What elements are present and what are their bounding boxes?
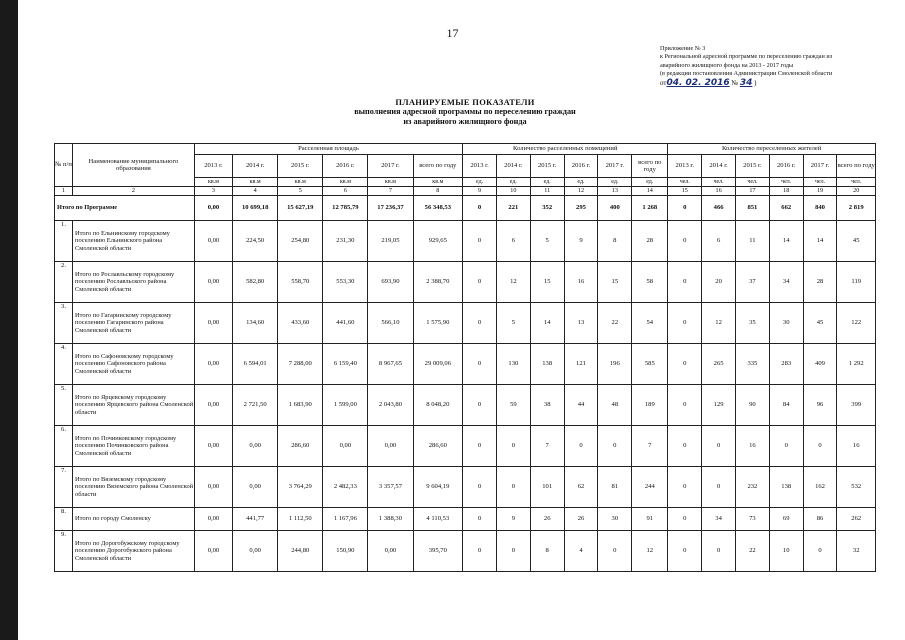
row-value-cell: 0,00 bbox=[194, 221, 232, 262]
row-number: 8. bbox=[55, 508, 73, 531]
row-value-cell: 2 721,50 bbox=[233, 385, 278, 426]
column-number-cell: 2 bbox=[73, 187, 195, 196]
table-row bbox=[55, 467, 876, 508]
row-value-cell: 10 bbox=[769, 531, 803, 572]
handwritten-number: 34 bbox=[739, 77, 753, 88]
column-number-cell: 17 bbox=[736, 187, 770, 196]
header-year-cell: всего по году bbox=[837, 155, 876, 178]
header-year-cell: 2015 г. bbox=[278, 155, 323, 178]
row-value-cell: 48 bbox=[598, 385, 632, 426]
header-year-cell: 2016 г. bbox=[769, 155, 803, 178]
row-value-cell: 34 bbox=[702, 508, 736, 531]
appendix-note bbox=[660, 45, 900, 87]
scan-edge bbox=[0, 0, 18, 640]
column-number-cell: 20 bbox=[837, 187, 876, 196]
row-value-cell: 244 bbox=[632, 467, 668, 508]
row-number: 1. bbox=[55, 221, 73, 262]
title-line2: выполнения адресной программы по переселению граждан bbox=[354, 107, 576, 116]
table-row bbox=[55, 531, 876, 572]
header-year-cell: 2015 г. bbox=[530, 155, 564, 178]
header-year-cell: 2013 г. bbox=[194, 155, 232, 178]
row-value-cell: 1 167,96 bbox=[323, 508, 368, 531]
header-unit-cell: чел. bbox=[702, 178, 736, 187]
title-line1: ПЛАНИРУЕМЫЕ ПОКАЗАТЕЛИ bbox=[395, 97, 535, 107]
row-value-cell: 0,00 bbox=[194, 467, 232, 508]
document-title bbox=[230, 97, 700, 127]
header-year-cell: 2013 г. bbox=[463, 155, 497, 178]
row-value-cell: 69 bbox=[769, 508, 803, 531]
row-value-cell: 5 bbox=[496, 303, 530, 344]
row-value-cell: 138 bbox=[769, 467, 803, 508]
row-value-cell: 9 bbox=[496, 508, 530, 531]
header-unit-cell: ед. bbox=[564, 178, 598, 187]
indicators-table bbox=[54, 143, 876, 572]
row-value-cell: 0,00 bbox=[233, 467, 278, 508]
column-number-cell: 18 bbox=[769, 187, 803, 196]
row-value-cell: 22 bbox=[598, 303, 632, 344]
row-value-cell: 35 bbox=[736, 303, 770, 344]
header-unit-cell: чел. bbox=[668, 178, 702, 187]
column-number-cell: 11 bbox=[530, 187, 564, 196]
row-municipality-name: Итого по Дорогобужскому городскому поселению Дорогобужского района Смоленской области bbox=[73, 531, 195, 572]
row-number: 9. bbox=[55, 531, 73, 572]
row-value-cell: 0 bbox=[496, 426, 530, 467]
row-value-cell: 28 bbox=[803, 262, 837, 303]
row-value-cell: 0 bbox=[463, 531, 497, 572]
appendix-date-line bbox=[660, 79, 900, 87]
row-value-cell: 0 bbox=[803, 531, 837, 572]
header-year-cell: 2017 г. bbox=[803, 155, 837, 178]
total-row bbox=[55, 196, 876, 221]
row-value-cell: 231,30 bbox=[323, 221, 368, 262]
row-value-cell: 134,60 bbox=[233, 303, 278, 344]
header-no: № п/п bbox=[55, 144, 73, 187]
row-value-cell: 150,90 bbox=[323, 531, 368, 572]
header-unit-cell: ед. bbox=[632, 178, 668, 187]
total-value-cell: 221 bbox=[496, 196, 530, 221]
row-value-cell: 4 bbox=[564, 531, 598, 572]
date-close: ) bbox=[754, 78, 757, 87]
row-value-cell: 26 bbox=[564, 508, 598, 531]
row-value-cell: 1 599,00 bbox=[323, 385, 368, 426]
row-value-cell: 15 bbox=[598, 262, 632, 303]
row-value-cell: 90 bbox=[736, 385, 770, 426]
row-value-cell: 13 bbox=[564, 303, 598, 344]
row-value-cell: 0,00 bbox=[194, 344, 232, 385]
header-unit-cell: кв.м bbox=[278, 178, 323, 187]
row-value-cell: 34 bbox=[769, 262, 803, 303]
row-municipality-name: Итого по Ярцевскому городскому поселению Ярцевского района Смоленской области bbox=[73, 385, 195, 426]
header-unit-cell: кв.м bbox=[233, 178, 278, 187]
row-value-cell: 196 bbox=[598, 344, 632, 385]
row-value-cell: 37 bbox=[736, 262, 770, 303]
row-value-cell: 3 764,29 bbox=[278, 467, 323, 508]
row-value-cell: 0 bbox=[463, 303, 497, 344]
row-value-cell: 5 bbox=[530, 221, 564, 262]
row-value-cell: 59 bbox=[496, 385, 530, 426]
row-number: 7. bbox=[55, 467, 73, 508]
header-unit-cell: ед. bbox=[463, 178, 497, 187]
row-value-cell: 0 bbox=[463, 221, 497, 262]
row-value-cell: 585 bbox=[632, 344, 668, 385]
row-municipality-name: Итого по городу Смоленску bbox=[73, 508, 195, 531]
row-value-cell: 130 bbox=[496, 344, 530, 385]
appendix-line2: к Региональной адресной программе по переселению граждан из bbox=[660, 53, 833, 61]
row-value-cell: 1 292 bbox=[837, 344, 876, 385]
row-value-cell: 283 bbox=[769, 344, 803, 385]
row-value-cell: 0,00 bbox=[323, 426, 368, 467]
column-number-cell: 16 bbox=[702, 187, 736, 196]
row-value-cell: 119 bbox=[837, 262, 876, 303]
row-value-cell: 441,60 bbox=[323, 303, 368, 344]
row-value-cell: 6 159,40 bbox=[323, 344, 368, 385]
total-value-cell: 295 bbox=[564, 196, 598, 221]
row-value-cell: 0 bbox=[496, 531, 530, 572]
row-value-cell: 0 bbox=[496, 467, 530, 508]
row-value-cell: 0 bbox=[668, 508, 702, 531]
row-municipality-name: Итого по Вяземскому городскому поселению Вяземского района Смоленской области bbox=[73, 467, 195, 508]
row-value-cell: 929,65 bbox=[413, 221, 463, 262]
row-value-cell: 582,80 bbox=[233, 262, 278, 303]
row-value-cell: 0 bbox=[463, 467, 497, 508]
total-value-cell: 0 bbox=[668, 196, 702, 221]
total-value-cell: 10 699,18 bbox=[233, 196, 278, 221]
header-year-cell: 2014 г. bbox=[496, 155, 530, 178]
row-value-cell: 14 bbox=[530, 303, 564, 344]
header-year-cell: 2014 г. bbox=[233, 155, 278, 178]
column-number-cell: 1 bbox=[55, 187, 73, 196]
row-value-cell: 693,90 bbox=[368, 262, 413, 303]
row-value-cell: 62 bbox=[564, 467, 598, 508]
row-value-cell: 4 110,53 bbox=[413, 508, 463, 531]
row-value-cell: 0 bbox=[668, 426, 702, 467]
row-value-cell: 96 bbox=[803, 385, 837, 426]
page-number: 17 bbox=[446, 26, 459, 40]
row-value-cell: 12 bbox=[702, 303, 736, 344]
row-value-cell: 54 bbox=[632, 303, 668, 344]
handwritten-date: 04. 02. 2016 bbox=[666, 77, 730, 88]
row-value-cell: 6 bbox=[702, 221, 736, 262]
row-value-cell: 0,00 bbox=[194, 303, 232, 344]
total-value-cell: 1 268 bbox=[632, 196, 668, 221]
header-unit-cell: кв.м bbox=[368, 178, 413, 187]
table-row bbox=[55, 426, 876, 467]
row-value-cell: 7 bbox=[530, 426, 564, 467]
row-value-cell: 86 bbox=[803, 508, 837, 531]
table-row bbox=[55, 262, 876, 303]
row-value-cell: 12 bbox=[496, 262, 530, 303]
row-value-cell: 8 967,65 bbox=[368, 344, 413, 385]
total-value-cell: 840 bbox=[803, 196, 837, 221]
row-value-cell: 0,00 bbox=[368, 531, 413, 572]
row-value-cell: 0,00 bbox=[368, 426, 413, 467]
row-value-cell: 30 bbox=[769, 303, 803, 344]
row-value-cell: 101 bbox=[530, 467, 564, 508]
row-value-cell: 0,00 bbox=[194, 426, 232, 467]
header-unit-cell: чел. bbox=[736, 178, 770, 187]
header-year-cell: 2016 г. bbox=[564, 155, 598, 178]
row-value-cell: 1 112,50 bbox=[278, 508, 323, 531]
row-municipality-name: Итого по Ельнинскому городскому поселению Ельнинского района Смоленской области bbox=[73, 221, 195, 262]
row-value-cell: 0 bbox=[668, 344, 702, 385]
header-unit-cell: чел. bbox=[769, 178, 803, 187]
row-number: 2. bbox=[55, 262, 73, 303]
row-value-cell: 7 288,00 bbox=[278, 344, 323, 385]
row-value-cell: 0 bbox=[769, 426, 803, 467]
total-value-cell: 56 348,53 bbox=[413, 196, 463, 221]
row-municipality-name: Итого по Гагаринскому городскому поселению Гагаринского района Смоленской области bbox=[73, 303, 195, 344]
row-value-cell: 9 bbox=[564, 221, 598, 262]
row-value-cell: 0,00 bbox=[194, 508, 232, 531]
row-value-cell: 129 bbox=[702, 385, 736, 426]
row-value-cell: 0 bbox=[668, 262, 702, 303]
row-value-cell: 254,80 bbox=[278, 221, 323, 262]
row-value-cell: 558,70 bbox=[278, 262, 323, 303]
row-value-cell: 395,70 bbox=[413, 531, 463, 572]
row-value-cell: 1 388,30 bbox=[368, 508, 413, 531]
header-unit-cell: кв.м bbox=[323, 178, 368, 187]
row-value-cell: 0 bbox=[463, 508, 497, 531]
total-value-cell: 2 819 bbox=[837, 196, 876, 221]
header-row-groups bbox=[55, 144, 876, 155]
row-value-cell: 3 357,57 bbox=[368, 467, 413, 508]
appendix-line3: аварийного жилищного фонда на 2013 - 2017 годы bbox=[660, 61, 794, 69]
row-value-cell: 335 bbox=[736, 344, 770, 385]
header-year-cell: всего по году bbox=[413, 155, 463, 178]
row-value-cell: 8 bbox=[598, 221, 632, 262]
total-value-cell: 400 bbox=[598, 196, 632, 221]
row-value-cell: 121 bbox=[564, 344, 598, 385]
header-year-cell: 2013 г. bbox=[668, 155, 702, 178]
row-value-cell: 12 bbox=[632, 531, 668, 572]
row-value-cell: 14 bbox=[769, 221, 803, 262]
row-value-cell: 189 bbox=[632, 385, 668, 426]
row-value-cell: 0,00 bbox=[194, 385, 232, 426]
column-number-cell: 4 bbox=[233, 187, 278, 196]
row-value-cell: 0 bbox=[463, 262, 497, 303]
table-row bbox=[55, 344, 876, 385]
total-value-cell: 0 bbox=[463, 196, 497, 221]
row-number: 6. bbox=[55, 426, 73, 467]
row-value-cell: 0 bbox=[668, 303, 702, 344]
header-group-rooms: Количество расселенных помещений bbox=[463, 144, 668, 155]
row-value-cell: 0,00 bbox=[233, 531, 278, 572]
column-number-cell: 6 bbox=[323, 187, 368, 196]
total-value-cell: 12 785,79 bbox=[323, 196, 368, 221]
row-value-cell: 28 bbox=[632, 221, 668, 262]
row-value-cell: 433,60 bbox=[278, 303, 323, 344]
header-year-cell: 2017 г. bbox=[368, 155, 413, 178]
row-value-cell: 6 bbox=[496, 221, 530, 262]
total-value-cell: 851 bbox=[736, 196, 770, 221]
row-value-cell: 16 bbox=[564, 262, 598, 303]
row-value-cell: 244,80 bbox=[278, 531, 323, 572]
header-unit-cell: ед. bbox=[496, 178, 530, 187]
row-value-cell: 2 388,70 bbox=[413, 262, 463, 303]
row-value-cell: 0,00 bbox=[194, 262, 232, 303]
row-number: 5. bbox=[55, 385, 73, 426]
row-value-cell: 32 bbox=[837, 531, 876, 572]
column-number-cell: 10 bbox=[496, 187, 530, 196]
row-value-cell: 7 bbox=[632, 426, 668, 467]
row-value-cell: 8 048,20 bbox=[413, 385, 463, 426]
row-value-cell: 0 bbox=[564, 426, 598, 467]
column-number-cell: 13 bbox=[598, 187, 632, 196]
title-line3: из аварийного жилищного фонда bbox=[403, 117, 527, 126]
row-value-cell: 11 bbox=[736, 221, 770, 262]
row-value-cell: 45 bbox=[837, 221, 876, 262]
header-unit-cell: чел. bbox=[803, 178, 837, 187]
row-number: 4. bbox=[55, 344, 73, 385]
row-value-cell: 532 bbox=[837, 467, 876, 508]
column-number-cell: 5 bbox=[278, 187, 323, 196]
row-value-cell: 441,77 bbox=[233, 508, 278, 531]
total-label: Итого по Программе bbox=[55, 196, 195, 221]
row-value-cell: 0 bbox=[463, 426, 497, 467]
header-year-cell: 2016 г. bbox=[323, 155, 368, 178]
header-unit-cell: ед. bbox=[598, 178, 632, 187]
row-value-cell: 14 bbox=[803, 221, 837, 262]
row-value-cell: 265 bbox=[702, 344, 736, 385]
row-value-cell: 16 bbox=[736, 426, 770, 467]
appendix-line1: Приложение № 3 bbox=[660, 45, 706, 52]
date-prefix: от bbox=[660, 78, 667, 87]
table-row bbox=[55, 508, 876, 531]
row-value-cell: 232 bbox=[736, 467, 770, 508]
row-value-cell: 0 bbox=[668, 385, 702, 426]
appendix-line4: (в редакции постановления Администрации Смоленской области bbox=[660, 70, 833, 78]
total-value-cell: 466 bbox=[702, 196, 736, 221]
row-value-cell: 45 bbox=[803, 303, 837, 344]
row-value-cell: 224,50 bbox=[233, 221, 278, 262]
column-number-cell: 15 bbox=[668, 187, 702, 196]
header-year-cell: 2015 г. bbox=[736, 155, 770, 178]
row-value-cell: 0 bbox=[668, 467, 702, 508]
row-value-cell: 0 bbox=[803, 426, 837, 467]
row-value-cell: 409 bbox=[803, 344, 837, 385]
header-unit-cell: чел. bbox=[837, 178, 876, 187]
row-value-cell: 162 bbox=[803, 467, 837, 508]
header-name: Наименование муниципального образования bbox=[73, 144, 195, 187]
table-row bbox=[55, 221, 876, 262]
header-unit-cell: ед. bbox=[530, 178, 564, 187]
column-number-cell: 12 bbox=[564, 187, 598, 196]
row-value-cell: 138 bbox=[530, 344, 564, 385]
row-value-cell: 91 bbox=[632, 508, 668, 531]
row-value-cell: 0 bbox=[668, 531, 702, 572]
total-value-cell: 352 bbox=[530, 196, 564, 221]
row-municipality-name: Итого по Сафоновскому городскому поселению Сафоновского района Смоленской области bbox=[73, 344, 195, 385]
row-value-cell: 44 bbox=[564, 385, 598, 426]
column-number-cell: 3 bbox=[194, 187, 232, 196]
row-value-cell: 20 bbox=[702, 262, 736, 303]
row-value-cell: 15 bbox=[530, 262, 564, 303]
row-municipality-name: Итого по Починковскому городскому поселению Починковского района Смоленской области bbox=[73, 426, 195, 467]
row-value-cell: 0 bbox=[702, 426, 736, 467]
row-value-cell: 399 bbox=[837, 385, 876, 426]
row-value-cell: 29 009,06 bbox=[413, 344, 463, 385]
row-value-cell: 0,00 bbox=[233, 426, 278, 467]
row-value-cell: 286,60 bbox=[413, 426, 463, 467]
total-value-cell: 662 bbox=[769, 196, 803, 221]
header-unit-cell: кв.м bbox=[413, 178, 463, 187]
row-value-cell: 81 bbox=[598, 467, 632, 508]
row-value-cell: 26 bbox=[530, 508, 564, 531]
row-value-cell: 84 bbox=[769, 385, 803, 426]
row-value-cell: 0 bbox=[702, 467, 736, 508]
header-year-cell: 2014 г. bbox=[702, 155, 736, 178]
column-number-cell: 14 bbox=[632, 187, 668, 196]
row-value-cell: 38 bbox=[530, 385, 564, 426]
table-row bbox=[55, 303, 876, 344]
column-number-cell: 19 bbox=[803, 187, 837, 196]
row-value-cell: 0 bbox=[598, 531, 632, 572]
row-value-cell: 262 bbox=[837, 508, 876, 531]
row-value-cell: 553,30 bbox=[323, 262, 368, 303]
row-value-cell: 9 604,19 bbox=[413, 467, 463, 508]
row-value-cell: 30 bbox=[598, 508, 632, 531]
row-value-cell: 286,60 bbox=[278, 426, 323, 467]
row-value-cell: 122 bbox=[837, 303, 876, 344]
total-value-cell: 0,00 bbox=[194, 196, 232, 221]
row-value-cell: 0,00 bbox=[194, 531, 232, 572]
row-value-cell: 16 bbox=[837, 426, 876, 467]
column-number-cell: 8 bbox=[413, 187, 463, 196]
total-value-cell: 15 627,19 bbox=[278, 196, 323, 221]
row-value-cell: 0 bbox=[463, 344, 497, 385]
row-value-cell: 0 bbox=[668, 221, 702, 262]
row-value-cell: 58 bbox=[632, 262, 668, 303]
row-value-cell: 8 bbox=[530, 531, 564, 572]
row-value-cell: 1 683,90 bbox=[278, 385, 323, 426]
row-value-cell: 2 482,33 bbox=[323, 467, 368, 508]
row-number: 3. bbox=[55, 303, 73, 344]
header-group-area: Расселенная площадь bbox=[194, 144, 462, 155]
row-value-cell: 22 bbox=[736, 531, 770, 572]
row-value-cell: 1 575,90 bbox=[413, 303, 463, 344]
header-year-cell: 2017 г. bbox=[598, 155, 632, 178]
column-number-cell: 7 bbox=[368, 187, 413, 196]
header-row-column-numbers bbox=[55, 187, 876, 196]
number-prefix: № bbox=[731, 78, 739, 87]
table-row bbox=[55, 385, 876, 426]
row-value-cell: 566,10 bbox=[368, 303, 413, 344]
header-year-cell: всего по году bbox=[632, 155, 668, 178]
row-value-cell: 2 043,80 bbox=[368, 385, 413, 426]
row-value-cell: 219,05 bbox=[368, 221, 413, 262]
row-municipality-name: Итого по Рославльскому городскому поселению Рославльского района Смоленской области bbox=[73, 262, 195, 303]
row-value-cell: 0 bbox=[598, 426, 632, 467]
header-group-people: Количество переселенных жителей bbox=[668, 144, 876, 155]
row-value-cell: 0 bbox=[702, 531, 736, 572]
total-value-cell: 17 236,37 bbox=[368, 196, 413, 221]
row-value-cell: 6 594,01 bbox=[233, 344, 278, 385]
column-number-cell: 9 bbox=[463, 187, 497, 196]
row-value-cell: 0 bbox=[463, 385, 497, 426]
header-unit-cell: кв.м bbox=[194, 178, 232, 187]
row-value-cell: 73 bbox=[736, 508, 770, 531]
